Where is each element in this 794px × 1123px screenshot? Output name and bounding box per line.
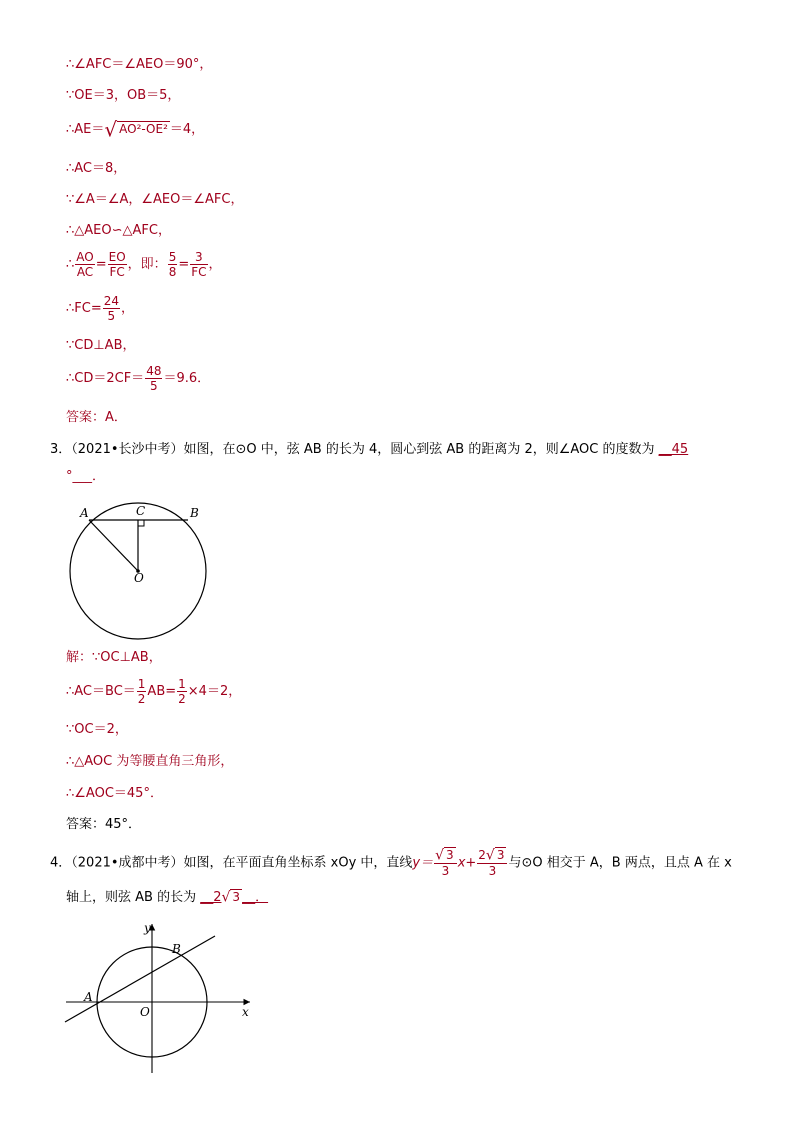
right-angle-mark [138,520,144,526]
q3-sol-line-5: ∴∠AOC＝45°． [66,786,163,801]
fraction: $\frac{24}{5}$ [103,294,119,323]
sol2-line-10: ∴CD＝2CF＝ $\frac{48}{5}$ ＝9.6． [66,364,211,393]
label-a: A [84,990,93,1004]
sol2-line-9: ∵CD⊥AB， [66,338,136,353]
fraction: $\frac{AO}{AC}$ [76,250,94,279]
q3-answer: 答案：45°． [66,817,142,832]
label-o: O [140,1005,150,1019]
fraction: $\frac{1}{2}$ [137,677,146,706]
q4-statement-line-2: 轴上，则弦 AB 的长为 __2√ 3 __． [66,889,269,906]
label-c: C [136,504,146,518]
q3-sol-line-4: ∴△AOC 为等腰直角三角形， [66,754,234,769]
fraction-sqrt3-over-3: $\frac{√ 3}{3}$ [434,848,457,878]
segment-oa [89,520,138,571]
sol2-answer: 答案：A． [66,410,127,425]
fraction: $\frac{3}{FC}$ [191,250,207,279]
fraction: $\frac{5}{8}$ [168,250,177,279]
q3-sol-line-2: ∴AC＝BC＝ $\frac{1}{2}$ AB= $\frac{1}{2}$ ×4＝2， [66,677,242,706]
q3-statement-line-2: °___． [66,469,106,484]
q4-statement: 4．（2021•成都中考）如图，在平面直角坐标系 xOy 中，直线y＝ $\frac{√ 3}{3}$ x+ $\frac{2√ 3}{3}$ 与⊙O 相交于 A，B 两点，且点 A 在 x [50,847,732,878]
sol2-line-2: ∵OE＝3，OB＝5， [66,88,181,103]
fraction: $\frac{48}{5}$ [146,364,162,393]
sol2-line-3-rhs: ＝4， [169,122,205,137]
sqrt-expression: √ AO²-OE² [104,117,168,142]
fraction: $\frac{1}{2}$ [178,677,186,706]
label-x: x [242,1005,249,1019]
label-a: A [80,506,89,520]
sol2-line-3-lhs: ∴AE＝ [66,122,105,137]
label-o: O [134,571,144,585]
q3-answer-blank: __45 [658,442,689,457]
sol2-line-5: ∵∠A＝∠A，∠AEO＝∠AFC， [66,192,244,207]
label-b: B [172,942,181,956]
q3-sol-line-3: ∵OC＝2， [66,722,128,737]
q3-circle-figure [64,502,214,640]
sol2-line-7: ∴ $\frac{AO}{AC}$ = $\frac{EO}{FC}$ ，即： $\frac{5}{8}$ = $\frac{3}{FC}$ ， [66,250,222,279]
sol2-line-4: ∴AC＝8， [66,161,127,176]
q4-coordinate-figure [60,918,260,1078]
sol2-line-3 [66,117,205,142]
sol2-line-6: ∴△AEO∽△AFC， [66,223,171,238]
q3-sol-line-1: 解：∵OC⊥AB， [66,650,162,665]
label-b: B [190,506,199,520]
sol2-line-8: ∴FC= $\frac{24}{5}$ ， [66,294,135,323]
fraction: $\frac{EO}{FC}$ [108,250,126,279]
fraction-2sqrt3-over-3: $\frac{2√ 3}{3}$ [477,848,507,878]
sol2-line-1: ∴∠AFC＝∠AEO＝90°， [66,57,213,72]
label-y: y [144,921,151,935]
q3-statement: 3．（2021•长沙中考）如图，在⊙O 中，弦 AB 的长为 4，圆心到弦 AB 的距离为 2，则∠AOC 的度数为 __45 [50,442,689,457]
q4-answer-blank: __2√ 3 __． [200,889,269,906]
